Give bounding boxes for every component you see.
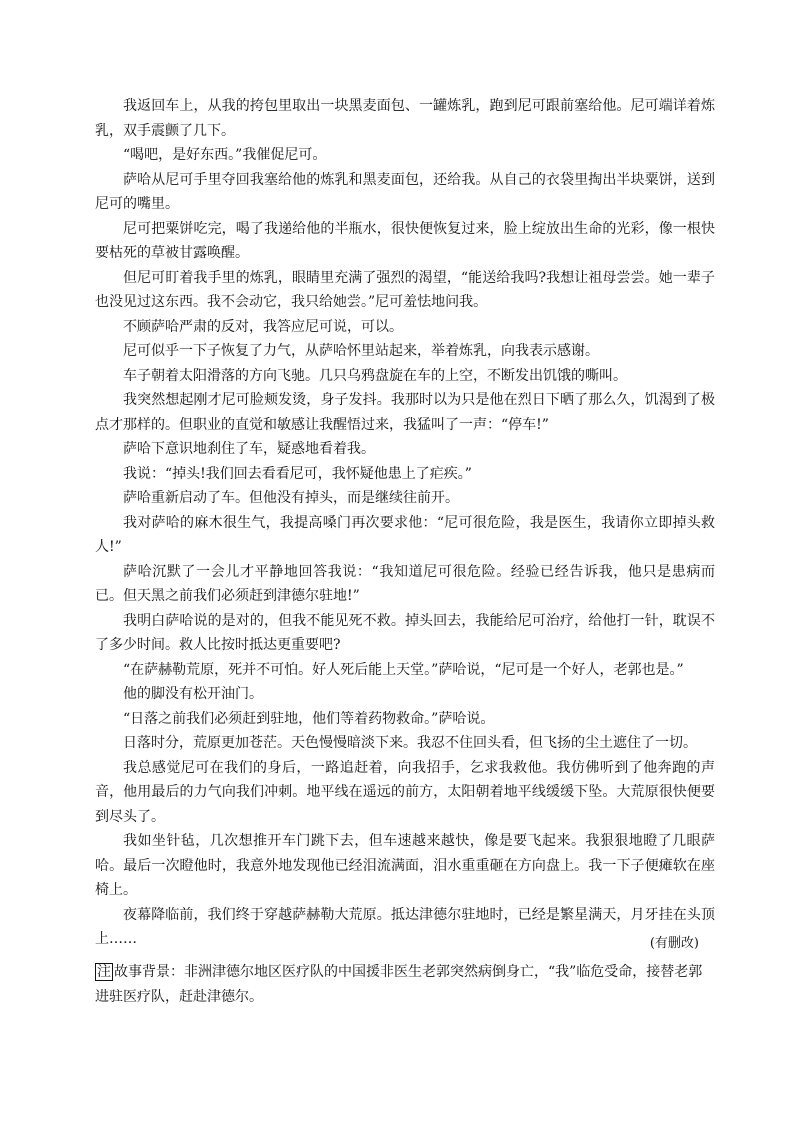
paragraph: 我说：“掉头!我们回去看看尼可，我怀疑他患上了疟疾。” (123, 465, 472, 482)
paragraph: 我总感觉尼可在我们的身后，一路追赶着，向我招手，乞求我救他。我仿佛听到了他奔跑的声音，他用最后的力气向我们冲刺。地平线在遥远的前方，太阳朝着地平线缓缓下坠。大荒原很快便要到尽头了。 (95, 759, 715, 825)
source-note: (有删改) (649, 936, 699, 951)
footnote (95, 960, 711, 1009)
paragraph: 萨哈从尼可手里夺回我塞给他的炼乳和黑麦面包，还给我。从自己的衣袋里掏出半块粟饼，送到尼可的嘴里。 (95, 171, 715, 212)
story-body (95, 94, 715, 952)
paragraph: 尼可把粟饼吃完，喝了我递给他的半瓶水，很快便恢复过来，脸上绽放出生命的光彩，像一根快要枯死的草被甘露唤醒。 (95, 220, 715, 261)
paragraph: 我明白萨哈说的是对的，但我不能见死不救。掉头回去，我能给尼可治疗，给他打一针，耽误不了多少时间。救人比按时抵达更重要吧? (95, 612, 715, 653)
footnote-text: 故事背景：非洲津德尔地区医疗队的中国援非医生老郭突然病倒身亡，“我”临危受命，接替老郭进驻医疗队，赶赴津德尔。 (95, 964, 703, 1005)
paragraph: 我如坐针毡，几次想推开车门跳下去，但车速越来越快，像是要飞起来。我狠狠地瞪了几眼萨哈。最后一次瞪他时，我意外地发现他已经泪流满面，泪水重重砸在方向盘上。我一下子便瘫软在座椅上。 (95, 833, 715, 898)
paragraph: “喝吧，是好东西。”我催促尼可。 (123, 147, 327, 163)
paragraph: 夜幕降临前，我们终于穿越萨赫勒大荒原。抵达津德尔驻地时，已经是繁星满天，月牙挂在头顶上…… (95, 906, 715, 947)
paragraph: “在萨赫勒荒原，死并不可怕。好人死后能上天堂。”萨哈说，“尼可是一个好人，老郭也是。” (123, 661, 684, 678)
paragraph: 我返回车上，从我的挎包里取出一块黑麦面包、一罐炼乳，跑到尼可跟前塞给他。尼可端详着炼乳，双手震颤了几下。 (95, 98, 715, 139)
paragraph: 我突然想起刚才尼可脸颊发烫，身子发抖。我那时以为只是他在烈日下晒了那么久，饥渴到了极点才那样的。但职业的直觉和敏感让我醒悟过来，我猛叫了一声：“停车!” (95, 392, 715, 433)
paragraph: 车子朝着太阳滑落的方向飞驰。几只乌鸦盘旋在车的上空，不断发出饥饿的嘶叫。 (123, 367, 627, 384)
paragraph: 日落时分，荒原更加苍茫。天色慢慢暗淡下来。我忍不住回头看，但飞扬的尘土遮住了一切。 (123, 735, 697, 751)
paragraph: 萨哈下意识地刹住了车，疑惑地看着我。 (123, 441, 375, 457)
paragraph: 尼可似乎一下子恢复了力气，从萨哈怀里站起来，举着炼乳，向我表示感谢。 (123, 343, 599, 359)
paragraph: 但尼可盯着我手里的炼乳，眼睛里充满了强烈的渴望，“能送给我吗?我想让祖母尝尝。她一辈子也没见过这东西。我不会动它，我只给她尝。”尼可羞怯地问我。 (95, 269, 715, 310)
paragraph: 不顾萨哈严肃的反对，我答应尼可说，可以。 (123, 318, 403, 335)
paragraph: “日落之前我们必须赶到驻地，他们等着药物救命。”萨哈说。 (123, 710, 495, 727)
paragraph: 萨哈重新启动了车。但他没有掉头，而是继续往前开。 (123, 490, 459, 506)
footnote-mark: 注 (97, 964, 111, 980)
paragraph: 我对萨哈的麻木很生气，我提高嗓门再次要求他：“尼可很危险，我是医生，我请你立即掉头救人!” (95, 514, 715, 555)
paragraph: 萨哈沉默了一会儿才平静地回答我说：“我知道尼可很危险。经验已经告诉我，他只是患病而已。但天黑之前我们必须赶到津德尔驻地!” (95, 563, 715, 604)
paragraph: 他的脚没有松开油门。 (123, 686, 263, 702)
